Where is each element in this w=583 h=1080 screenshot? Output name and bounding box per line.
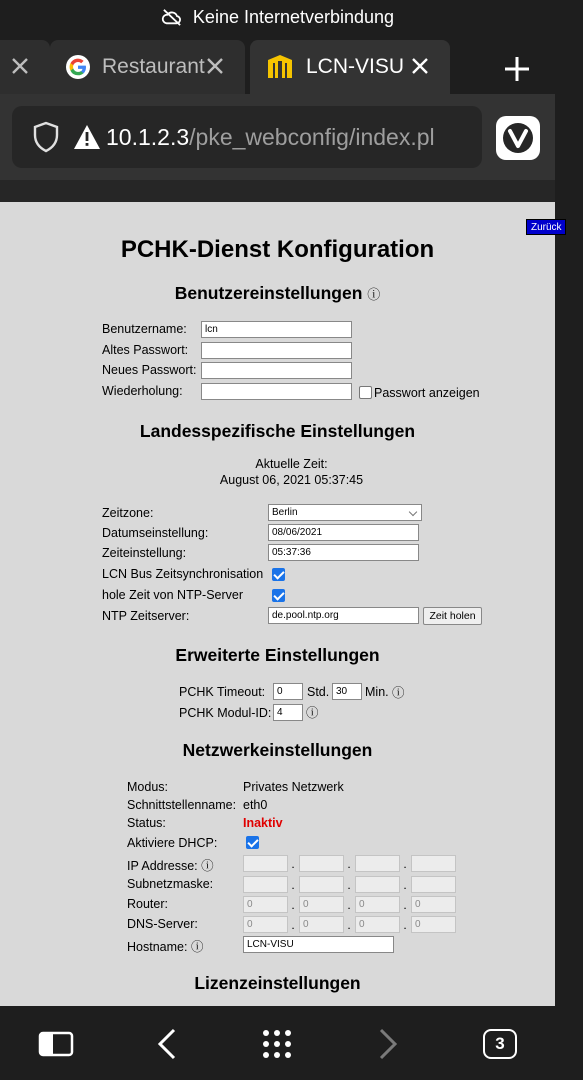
panel-icon [38,1031,74,1057]
bus-time-sync-label: LCN Bus Zeitsynchronisation [102,567,264,581]
status-value: Inaktiv [243,816,283,830]
cloud-off-icon [161,8,183,26]
forward-button[interactable] [368,1024,408,1064]
subnet-label: Subnetzmaske: [127,877,214,891]
tab-strip [0,36,555,94]
shield-icon[interactable] [32,121,60,153]
username-label: Benutzername: [102,322,187,336]
page-top-gap [0,180,555,202]
octet-separator: . [291,857,295,871]
network-settings-heading: Netzwerkeinstellungen [182,740,373,760]
chevron-right-icon [376,1027,400,1061]
info-icon[interactable]: ⓘ [201,859,214,873]
tab-label: LCN-VISU [306,55,405,78]
tab-lcn-visu[interactable] [250,40,450,94]
current-time-value: August 06, 2021 05:37:45 [219,473,364,487]
user-settings-heading-text: Benutzereinstellungen [174,283,363,303]
ip-octet-4[interactable] [411,855,456,872]
octet-separator: . [291,898,295,912]
warning-icon[interactable] [72,123,102,151]
dns-octet-4[interactable]: 0 [411,916,456,933]
tab-count-badge: 3 [483,1029,517,1059]
subnet-octet-2[interactable] [299,876,344,893]
current-time-label: Aktuelle Zeit: [255,457,328,471]
minutes-unit: Min. [365,685,389,699]
timeout-minutes-input[interactable]: 30 [332,683,362,700]
module-id-label: PCHK Modul-ID: [179,706,272,720]
tab-previous[interactable] [0,40,50,94]
url-host: 10.1.2.3 [106,123,190,150]
dns-label: DNS-Server: [127,917,198,931]
new-password-label: Neues Passwort: [102,363,197,377]
show-password-checkbox[interactable] [359,386,372,399]
tab-label: Restaurant [102,55,205,78]
ntp-fetch-label: hole Zeit von NTP-Server [102,588,244,602]
status-text: Keine Internetverbindung [192,6,395,27]
subnet-octet-1[interactable] [243,876,288,893]
status-label: Status: [127,816,166,830]
dns-octet-2[interactable]: 0 [299,916,344,933]
ip-address-label [127,856,214,874]
back-link-button[interactable]: Zurück [526,219,566,235]
hours-unit: Std. [307,685,330,699]
advanced-settings-heading: Erweiterte Einstellungen [175,645,380,665]
interface-label: Schnittstellenname: [127,798,237,812]
repeat-password-input[interactable] [201,383,352,400]
new-password-input[interactable] [201,362,352,379]
new-tab-button[interactable] [500,52,534,86]
grid-icon [261,1028,293,1060]
panel-toggle-button[interactable] [36,1024,76,1064]
subnet-octet-3[interactable] [355,876,400,893]
locale-settings-heading: Landesspezifische Einstellungen [139,421,416,441]
tab-restaurant[interactable] [50,40,245,94]
tab-switcher-button[interactable] [480,1024,520,1064]
router-octet-1[interactable]: 0 [243,896,288,913]
info-icon[interactable]: ⓘ [367,287,381,302]
old-password-input[interactable] [201,342,352,359]
chevron-left-icon [155,1027,179,1061]
timeout-hours-input[interactable]: 0 [273,683,303,700]
info-icon[interactable]: ⓘ [306,706,319,720]
ntp-server-input[interactable]: de.pool.ntp.org [268,607,419,624]
speed-dial-button[interactable] [257,1024,297,1064]
ip-octet-2[interactable] [299,855,344,872]
page-title: PCHK-Dienst Konfiguration [120,236,435,263]
mode-label: Modus: [127,780,168,794]
info-icon[interactable]: ⓘ [392,686,405,700]
ntp-server-label: NTP Zeitserver: [102,609,190,623]
date-input[interactable]: 08/06/2021 [268,524,419,541]
url-bar[interactable] [12,106,482,168]
mode-value: Privates Netzwerk [243,780,344,794]
username-input[interactable]: lcn [201,321,352,338]
date-label: Datumseinstellung: [102,526,209,540]
url-text[interactable] [106,124,435,151]
url-path: /pke_webconfig/index.pl [189,123,435,150]
octet-separator: . [347,878,351,892]
dns-octet-1[interactable]: 0 [243,916,288,933]
router-label: Router: [127,897,168,911]
octet-separator: . [347,918,351,932]
close-icon[interactable] [408,54,432,78]
ip-octet-1[interactable] [243,855,288,872]
address-area [0,94,555,180]
close-icon[interactable] [8,54,32,78]
octet-separator: . [347,898,351,912]
time-label: Zeiteinstellung: [102,546,187,560]
hostname-label-text: Hostname: [127,940,188,954]
license-settings-heading: Lizenzeinstellungen [194,973,361,993]
octet-separator: . [347,857,351,871]
octet-separator: . [403,878,407,892]
lcn-favicon [266,54,294,80]
dns-octet-3[interactable]: 0 [355,916,400,933]
octet-separator: . [291,918,295,932]
bottom-nav-bar [0,1006,555,1080]
ntp-fetch-checkbox[interactable] [272,589,285,602]
user-settings-heading [0,283,555,304]
close-icon[interactable] [203,54,227,78]
dhcp-checkbox[interactable] [246,836,259,849]
google-favicon [64,53,92,81]
octet-separator: . [403,857,407,871]
timezone-label: Zeitzone: [102,506,154,520]
hostname-label [127,937,203,955]
hostname-input[interactable]: LCN-VISU [243,936,394,953]
vivaldi-icon [501,121,535,155]
pchk-timeout-label: PCHK Timeout: [179,685,266,699]
timezone-select[interactable]: Berlin [268,504,422,521]
router-octet-4[interactable]: 0 [411,896,456,913]
octet-separator: . [403,918,407,932]
info-icon[interactable]: ⓘ [190,940,204,954]
show-password-label: Passwort anzeigen [374,386,480,400]
status-bar [0,0,555,34]
module-id-input[interactable]: 4 [273,704,303,721]
web-page [0,202,562,1006]
vivaldi-menu-button[interactable] [496,116,540,160]
interface-value: eth0 [243,798,268,812]
back-button[interactable] [147,1024,187,1064]
dhcp-label: Aktiviere DHCP: [127,836,218,850]
bus-time-sync-checkbox[interactable] [272,568,285,581]
octet-separator: . [291,878,295,892]
time-input[interactable]: 05:37:36 [268,544,419,561]
octet-separator: . [403,898,407,912]
ip-address-label-text: IP Addresse: [127,859,198,873]
router-octet-3[interactable]: 0 [355,896,400,913]
ip-octet-3[interactable] [355,855,400,872]
router-octet-2[interactable]: 0 [299,896,344,913]
fetch-time-button[interactable]: Zeit holen [423,607,482,625]
old-password-label: Altes Passwort: [102,343,189,357]
subnet-octet-4[interactable] [411,876,456,893]
repeat-password-label: Wiederholung: [102,384,183,398]
